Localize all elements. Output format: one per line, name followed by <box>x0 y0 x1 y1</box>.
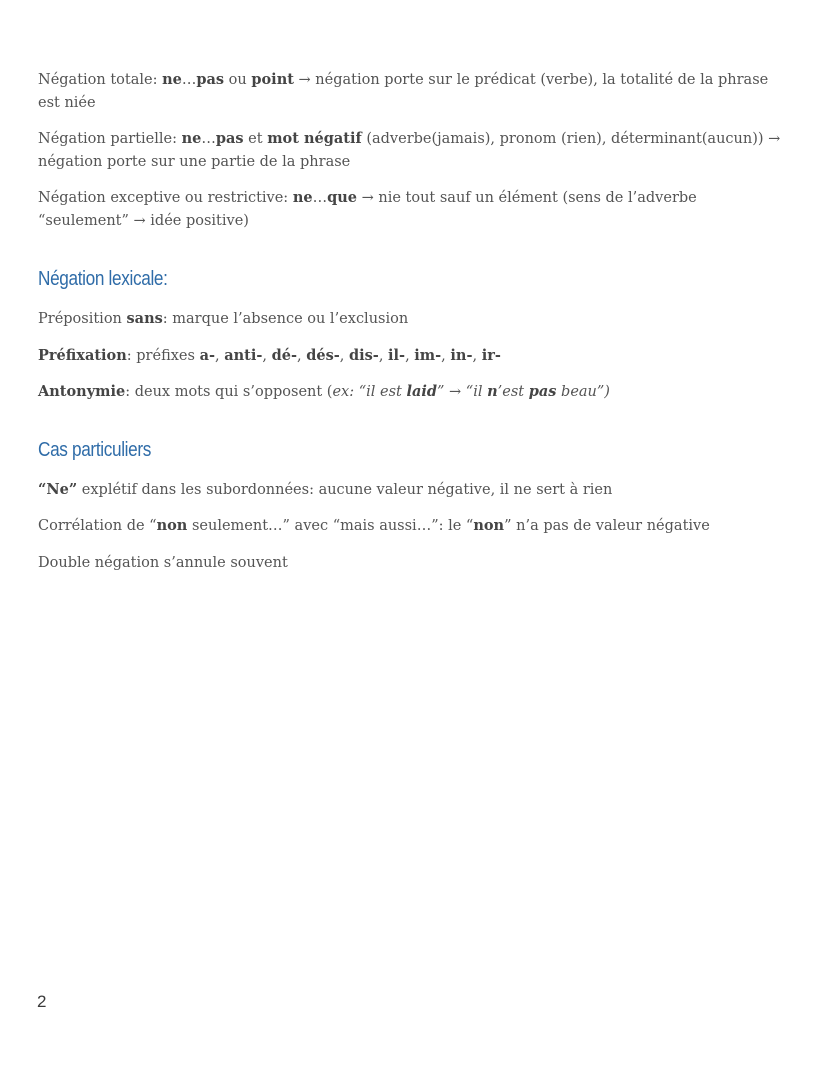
page-number: 2 <box>37 992 47 1011</box>
antonymie-paragraph: Antonymie: deux mots qui s’opposent (ex: “il est laid” → “il n’est pas beau”) <box>38 383 610 400</box>
negation-partielle-paragraph: Négation partielle: ne…pas et mot négatif (adverbe(jamais), pronom (rien), déterminant(aucun)) → négation porte sur une partie de la phrase <box>38 130 781 170</box>
prefix-item: ir- <box>481 346 501 364</box>
document-body <box>38 66 790 574</box>
negation-exceptive-paragraph: Négation exceptive ou restrictive: ne…que → nie tout sauf un élément (sens de l’adverbe “seulement” → idée positive) <box>38 189 697 229</box>
negation-lexicale-heading: Négation lexicale: <box>38 268 168 290</box>
correlation-paragraph: Corrélation de “non seulement…” avec “mais aussi…”: le “non” n’a pas de valeur négative <box>38 517 710 534</box>
prefix-item: dés- <box>306 346 340 364</box>
cas-particuliers-heading: Cas particuliers <box>38 438 152 461</box>
prefix-item: a- <box>199 346 215 364</box>
prefixation-paragraph: Préfixation: préfixes a-, anti-, dé-, dés-, dis-, il-, im-, in-, ir- <box>38 346 501 364</box>
double-negation-paragraph: Double négation s’annule souvent <box>38 554 288 571</box>
prefix-item: anti- <box>224 346 263 364</box>
prefix-item: im- <box>414 346 442 364</box>
preposition-paragraph: Préposition sans: marque l’absence ou l’exclusion <box>38 310 409 327</box>
prefix-item: in- <box>450 346 473 364</box>
prefix-item: dé- <box>271 346 297 364</box>
negation-totale-paragraph: Négation totale: ne…pas ou point → négation porte sur le prédicat (verbe), la totalité de la phrase est niée <box>38 71 769 111</box>
prefix-item: il- <box>388 346 406 364</box>
ne-expletif-paragraph: “Ne” explétif dans les subordonnées: aucune valeur négative, il ne sert à rien <box>38 480 613 498</box>
prefix-item: dis- <box>348 346 379 364</box>
antonymie-example: ex: “il est laid” → “il n’est pas beau”) <box>332 383 610 400</box>
